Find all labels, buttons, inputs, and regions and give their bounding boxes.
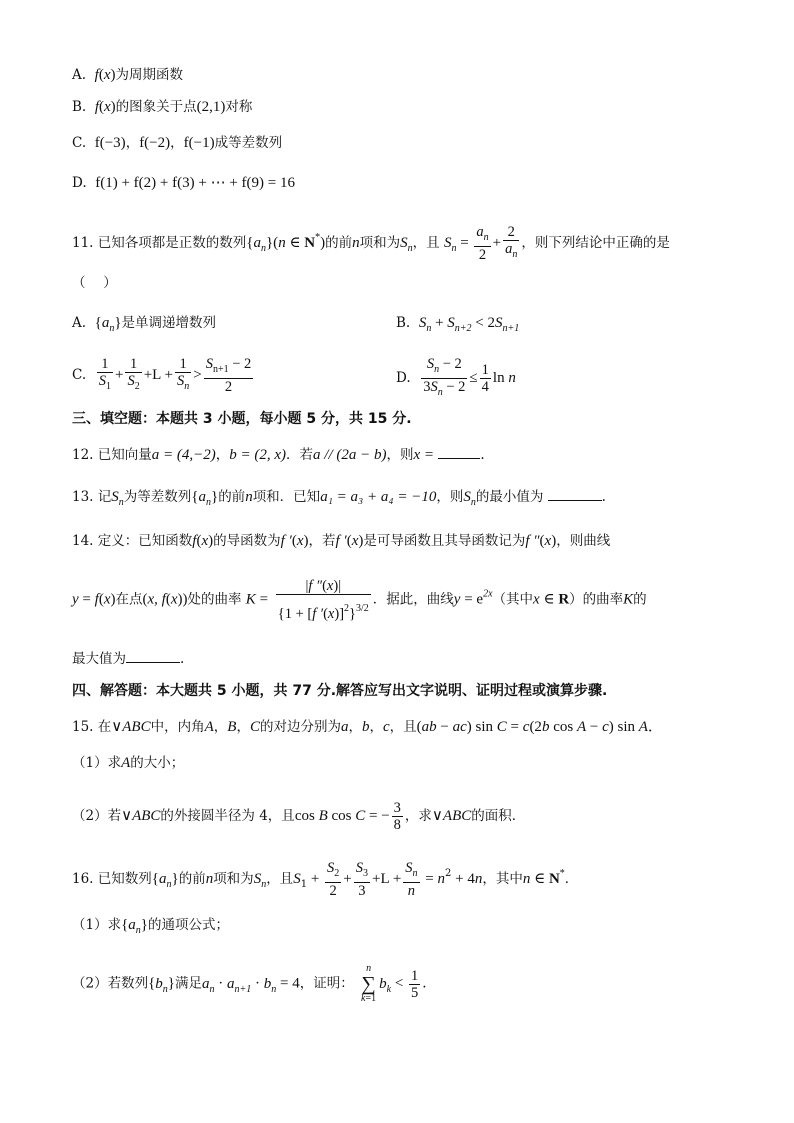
q14-line-2: y = f(x)在点(x, f(x))处的曲率 K = $\frac{|f ''(x)|}{\{1 + [f '(x)]^2\}^{3/2}}$ ．据此，曲线$y = e^{2x}$（其中x ∈ R）的曲率K的 <box>72 578 647 622</box>
q15-stem: 15. 在∨ABC中，内角A，B，C的对边分别为a，b，c，且(ab − ac) sin C = c(2b cos A − c) sin A． <box>72 719 663 735</box>
section-3-heading: 三、填空题：本题共 3 小题，每小题 5 分，共 15 分. <box>72 411 412 427</box>
curvature-fraction: $\frac{|f ''(x)|}{\{1 + [f '(x)]^2\}^{3/2}}$ <box>277 578 369 622</box>
q12: 12. 已知向量a = (4,−2)，b = (2, x)．若a // (2a − b)，则x = . <box>72 444 485 466</box>
q10-option-b: B. f(x)的图象关于点(2,1)对称 <box>72 99 253 115</box>
q15-sub-1: （1）求A的大小； <box>72 755 185 771</box>
q13: 13. 记$S_n$为等差数列$\{a_n\}$的前n项和．已知a₁ = a₃ + a₄ = −10，则$S_n$的最小值为 . <box>72 486 606 514</box>
q16-stem: 16. 已知数列$\{a_n\}$的前n项和为$S_n$，且$S_1$ + $\frac{S_2}{2}$ + $\frac{S_3}{3}$ +L + $\frac{S_n}{n}$ = $n^2 + 4n$，其中n ∈ N*． <box>72 860 579 899</box>
answer-blank[interactable] <box>126 648 180 663</box>
q11-option-c: C. $\frac{1}{S_1}$ + $\frac{1}{S_2}$ +L + $\frac{1}{S_n}$ > $\frac{S_{n+1} - 2}{2}$ <box>72 356 252 395</box>
q11-option-b: B. $S_n + S_{n+2} < 2S_{n+1}$ <box>396 315 520 334</box>
q16-sub-1: （1）求$\{a_n\}$的通项公式； <box>72 917 229 936</box>
q14-line-1: 14. 定义：已知函数f(x)的导函数为f ′(x)，若f ′(x)是可导函数且其导函数记为f ″(x)，则曲线 <box>72 533 611 549</box>
fraction: $\frac{2}{a_n}$ <box>505 224 518 260</box>
summation: n ∑ k=1 <box>361 963 377 1004</box>
q11-stem: 11. 已知各项都是正数的数列$\{a_n\}(n$ ∈ N*)的前n项和为$S_n$，且 $S_n$ = $\frac{a_n}{2}$ + $\frac{2}{a_n}$ ，则下列结论中正确的是 <box>72 224 670 263</box>
math-fx: f <box>94 67 99 83</box>
q10-option-a: A. f(x)为周期函数 <box>72 67 183 83</box>
q16-sub-2: （2）若数列$\{b_n\}$满足$a_n \cdot a_{n+1} \cdot b_n = 4$，证明： n ∑ k=1 $b_k$ < $\frac{1}{5}$ . <box>72 963 427 1004</box>
answer-blank[interactable] <box>438 444 480 459</box>
fraction: $\frac{a_n}{2}$ <box>476 224 489 263</box>
q10-option-d: D. f(1) + f(2) + f(3) + ⋯ + f(9) = 16 <box>72 175 295 191</box>
q11-option-a: A. $\{a_n\}$是单调递增数列 <box>72 315 217 334</box>
q14-line-3: 最大值为 . <box>72 648 184 670</box>
q15-sub-2: （2）若∨ABC的外接圆半径为 4，且cos B cos C = − $\frac{3}{8}$ ，求∨ABC的面积． <box>72 800 526 833</box>
answer-blank[interactable] <box>548 486 602 501</box>
q11-paren: （ ） <box>72 275 117 291</box>
q11-option-d: D. $\frac{S_n - 2}{3S_n - 2}$ ≤ $\frac{1}{4}$ ln n <box>396 356 516 398</box>
q10-option-c: C. f(−3)，f(−2)，f(−1)成等差数列 <box>72 135 283 151</box>
section-4-heading: 四、解答题：本大题共 5 小题，共 77 分.解答应写出文字说明、证明过程或演算步骤. <box>72 683 608 699</box>
